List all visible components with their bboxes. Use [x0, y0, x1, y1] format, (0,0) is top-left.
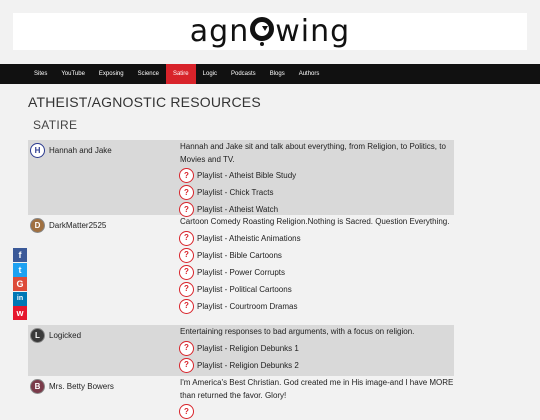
description-cell — [179, 215, 454, 325]
play-icon: ? — [179, 168, 194, 183]
playlist-link[interactable] — [179, 357, 454, 374]
playlist-label[interactable]: Playlist - Religion Debunks 1 — [197, 343, 299, 353]
nav-item-youtube[interactable]: YouTube — [61, 71, 85, 77]
avatar[interactable]: B — [30, 379, 45, 394]
avatar[interactable]: L — [30, 328, 45, 343]
playlist-label[interactable]: Playlist - Chick Tracts — [197, 188, 274, 197]
channel-description: Cartoon Comedy Roasting Religion.Nothing is Sacred. Question Everything. — [180, 217, 450, 226]
playlist-label[interactable]: Playlist - Atheist Bible Study — [197, 171, 297, 180]
channel-name[interactable]: Logicked — [49, 331, 82, 340]
play-icon: ? — [179, 248, 194, 263]
channel-cell — [28, 140, 179, 215]
playlist-label[interactable]: Playlist - Atheist Watch — [197, 205, 279, 214]
play-icon: ? — [179, 299, 194, 314]
playlist-label[interactable]: Playlist - Courtroom Dramas — [197, 301, 298, 311]
description-cell — [179, 140, 454, 215]
avatar[interactable]: H — [30, 143, 45, 158]
logo-text-left: agn — [189, 13, 250, 49]
table-row — [28, 325, 454, 376]
facebook-icon[interactable]: f — [13, 248, 27, 262]
channel-name[interactable]: Mrs. Betty Bowers — [49, 382, 114, 391]
question-mark-icon — [250, 17, 274, 46]
playlist-link[interactable] — [179, 264, 454, 281]
section-title: SATIRE — [33, 118, 78, 132]
channel-cell — [28, 325, 179, 376]
avatar[interactable]: D — [30, 218, 45, 233]
main-nav — [0, 64, 540, 84]
play-icon: ? — [179, 185, 194, 200]
playlist-label[interactable]: Playlist - Bible Cartoons — [197, 250, 282, 260]
playlist-link[interactable] — [179, 247, 454, 264]
resource-table — [28, 140, 454, 416]
playlist-link[interactable] — [179, 281, 454, 298]
nav-item-logic[interactable]: Logic — [202, 71, 217, 77]
nav-item-science[interactable]: Science — [137, 71, 159, 77]
channel-description: Entertaining responses to bad arguments, with a focus on religion. — [180, 327, 415, 336]
social-share-bar — [13, 248, 27, 321]
play-icon: ? — [179, 202, 194, 217]
weibo-icon[interactable]: w — [13, 306, 27, 320]
description-cell — [179, 376, 454, 416]
description-cell — [179, 325, 454, 376]
page-title: ATHEIST/AGNOSTIC RESOURCES — [28, 94, 261, 110]
nav-item-satire[interactable]: Satire — [166, 64, 196, 84]
site-header — [13, 13, 527, 50]
channel-cell — [28, 215, 179, 325]
play-icon: ? — [179, 358, 194, 373]
playlist-label[interactable]: Playlist - Atheistic Animations — [197, 233, 301, 243]
playlist-label[interactable]: Playlist - Religion Debunks 2 — [197, 360, 299, 370]
table-row — [28, 215, 454, 325]
play-icon: ? — [179, 341, 194, 356]
playlist-link[interactable] — [179, 184, 454, 201]
nav-item-podcasts[interactable]: Podcasts — [231, 71, 256, 77]
channel-description: I'm America's Best Christian. God created me in His image-and I have MORE than returned the favor. Glory! — [180, 378, 454, 400]
nav-item-blogs[interactable]: Blogs — [269, 71, 285, 77]
linkedin-icon[interactable]: in — [13, 292, 27, 306]
google-icon[interactable]: G — [13, 277, 27, 291]
play-icon: ? — [179, 404, 194, 419]
logo-text-right: wing — [275, 13, 351, 49]
table-row — [28, 376, 454, 416]
playlist-label[interactable]: Playlist - Power Corrupts — [197, 267, 286, 277]
channel-description: Hannah and Jake sit and talk about everything, from Religion, to Politics, to Movies and TV. — [180, 142, 446, 164]
playlist-link[interactable] — [179, 298, 454, 315]
nav-item-sites[interactable]: Sites — [34, 71, 48, 77]
playlist-link[interactable] — [179, 167, 454, 184]
nav-item-exposing[interactable]: Exposing — [98, 71, 124, 77]
nav-item-authors[interactable]: Authors — [298, 71, 320, 77]
channel-name[interactable]: Hannah and Jake — [49, 146, 112, 155]
channel-name[interactable]: DarkMatter2525 — [49, 221, 107, 230]
playlist-link[interactable] — [179, 230, 454, 247]
play-icon: ? — [179, 282, 194, 297]
play-icon: ? — [179, 265, 194, 280]
playlist-link[interactable] — [179, 403, 454, 420]
playlist-link[interactable] — [179, 340, 454, 357]
play-icon: ? — [179, 231, 194, 246]
twitter-icon[interactable]: t — [13, 263, 27, 277]
channel-cell — [28, 376, 179, 406]
playlist-label[interactable]: Playlist - Political Cartoons — [197, 284, 292, 294]
table-row — [28, 140, 454, 215]
site-logo[interactable] — [189, 13, 351, 49]
